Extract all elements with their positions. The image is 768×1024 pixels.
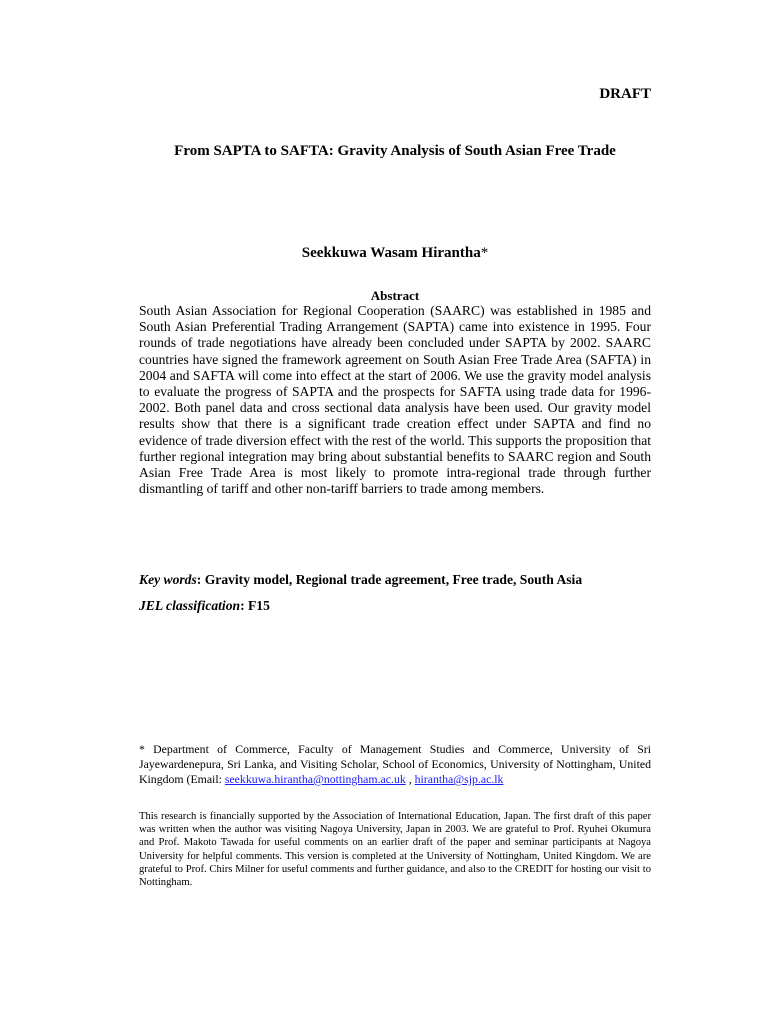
abstract-heading: Abstract [370,288,420,303]
jel-label: JEL classification [139,598,241,613]
email-link-sjp[interactable]: hirantha@sjp.ac.lk [414,772,504,786]
footnote-text: * Department of Commerce, Faculty of Management Studies and Commerce, University of Sri Jayewardenepura, Sri Lanka, and Visiting Scholar, School of Economics, University of Nottingham, United Kingdom (Email: [139,742,651,786]
abstract-text: South Asian Association for Regional Cooperation (SAARC) was established in 1985 and South Asian Preferential Trading Arrangement (SAPTA) came into existence in 1995. Four rounds of trade negotiations have already been concluded under SAPTA by 2002. SAARC countries have signed the framework agreement on South Asian Free Trade Area (SAFTA) in 2004 and SAFTA will come into effect at the start of 2006. We use the gravity model analysis to evaluate the progress of SAPTA and the prospects for SAFTA using trade data for 1996-2002. Both panel data and cross sectional data analysis have been used. Our gravity model results show that there is a significant trade creation effect under SAPTA and find no evidence of trade diversion effect with the rest of the world. This supports the proposition that further regional integration may bring about substantial benefits to SAARC region and South Asian Free Trade Area is most likely to promote intra-regional trade through further dismantling of tariff and other non-tariff barriers to trade among members. [139,303,651,497]
author-name: Seekkuwa Wasam Hirantha [301,245,481,261]
paper-title: From SAPTA to SAFTA: Gravity Analysis of South Asian Free Trade [174,143,616,159]
keywords-label: Key words [139,572,197,587]
author-footnote-mark: * [480,245,489,261]
email-link-nottingham[interactable]: seekkuwa.hirantha@nottingham.ac.uk [224,772,406,786]
email-separator: , [405,772,415,786]
author-line [0,245,768,262]
keywords-text: : Gravity model, Regional trade agreement, Free trade, South Asia [196,572,583,587]
draft-label: DRAFT [599,86,651,102]
jel-line [139,598,679,614]
funding-acknowledgement: This research is financially supported by the Association of International Education, Japan. The first draft of this paper was written when the author was visiting Nagoya University, Japan in 2003. We are grateful to Prof. Ryuhei Okumura and Prof. Makoto Tawada for useful comments on an earlier draft of the paper and seminar participants at Nagoya University for helpful comments. This version is completed at the University of Nottingham, United Kingdom. We are grateful to Prof. Chirs Milner for useful comments and further guidance, and also to the CREDIT for hosting our visit to Nottingham. [139,811,651,889]
keywords-line [139,572,679,588]
jel-text: : F15 [240,598,270,613]
author-footnote [139,742,651,787]
